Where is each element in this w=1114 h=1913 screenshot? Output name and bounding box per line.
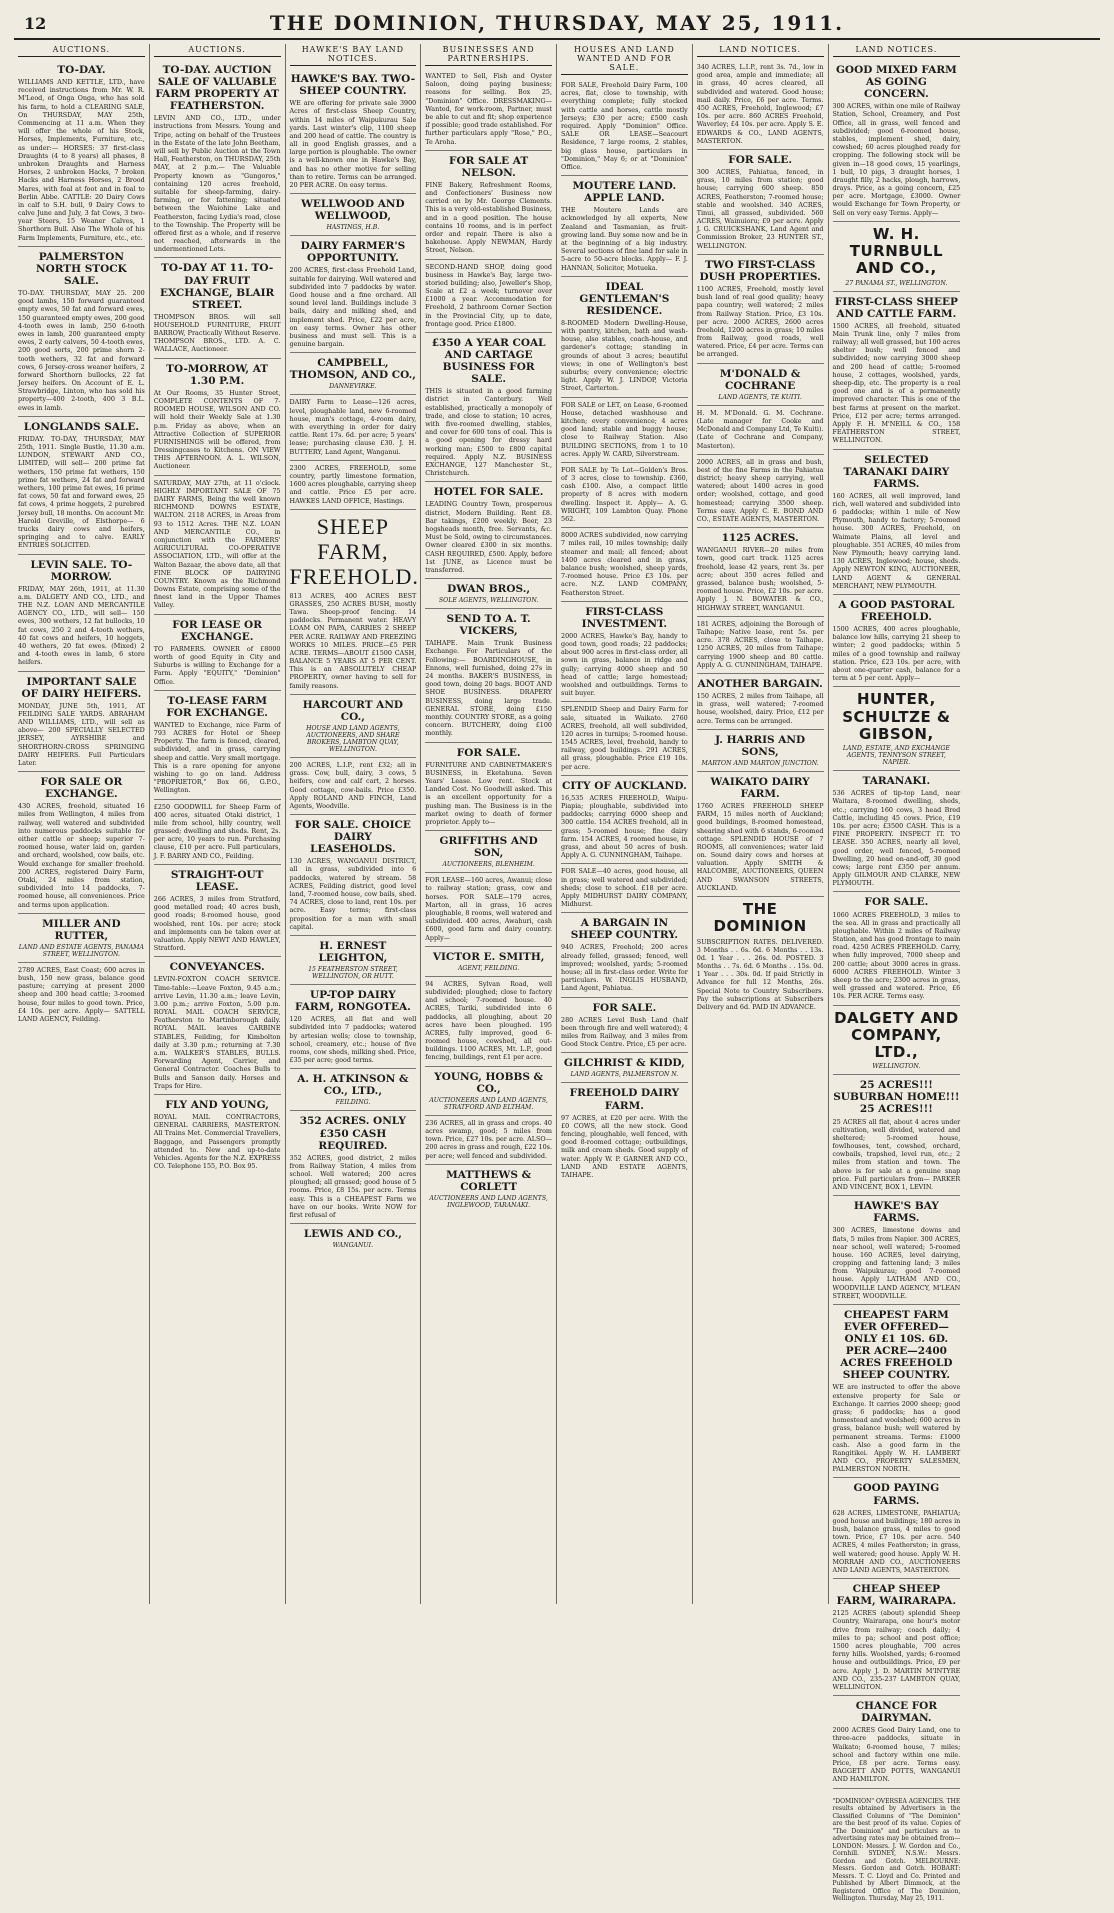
column-heading: LAND NOTICES.	[833, 44, 961, 57]
classified-ad	[425, 333, 552, 482]
ad-title: FIRST-CLASS INVESTMENT.	[581, 605, 668, 630]
classified-ad	[425, 831, 552, 873]
ad-title: TO-LEASE FARM FOR EXCHANGE.	[166, 694, 268, 719]
classified-ad	[425, 579, 552, 609]
column-heading: LAND NOTICES.	[697, 44, 824, 57]
classified-ad	[833, 1579, 961, 1696]
ad-body: FINE Bakery, Refreshment Rooms, and Confectioners' Business now carried on by Mr. George Clements. This is a very old-established Business, and in a good position. The house contains 10 rooms, and is in perfect order and repair. There is also a bakehouse. Apply NEWMAN, Hardy Street, Nelson.	[425, 180, 552, 255]
column-4	[421, 44, 557, 1604]
classified-ad	[697, 364, 824, 406]
ad-body: 430 ACRES, freehold, situated 16 miles from Wellington, 4 miles from railway, well watered and subdivided into numerous paddocks suitable for either cattle or sheep; superior 7-roomed house, water laid on, garden and orchard, woolshed, cow bails, etc. Would exchange for smaller freehold. 200 ACRES, registered Dairy Farm, Otaki, 24 miles from station, subdivided into 14 paddocks, 7-roomed house, all conveniences. Price and terms upon application.	[18, 802, 145, 909]
classified-ad	[425, 947, 552, 977]
classified-ad	[425, 977, 552, 1067]
ad-signature: AUCTIONEERS AND LAND AGENTS, STRATFORD AND ELTHAM.	[429, 1096, 548, 1111]
ad-body: FOR SALE by Te Lot—Golden's Bros. of 3 acres, close to township. £360, cash £100. Also, a compact little property of 8 acres with modern dwelling. Inspect it. Apply— A. G. WRIGHT, 109 Lambton Quay. Phone 562.	[561, 465, 688, 523]
ad-title: FOR SALE OR EXCHANGE.	[40, 776, 123, 801]
ad-title: TARANAKI.	[862, 775, 931, 788]
ad-signature: LAND AGENTS, PALMERSTON N.	[570, 1071, 679, 1079]
ad-title: VICTOR E. SMITH,	[432, 950, 545, 963]
classified-ad	[833, 1196, 961, 1305]
classified-ad	[425, 151, 552, 260]
classified-ad	[833, 60, 961, 222]
ad-body: TAIHAPE. Main Trunk Business Exchange. For Particulars of the Following:— BOARDINGHOUSE, in Ennons, well furnished, doing 27s in 24 months. BAKER'S BUSINESS, in good town, doing 20 bags. BOOT AND SHOE BUSINESS. DRAPERY BUSINESS, doing large trade. GENERAL STORE, doing £150 monthly. COUNTRY STORE, as a going concern. BUTCHERY, doing £100 monthly.	[425, 639, 552, 738]
ad-body: 200 ACRES, first-class Freehold Land, suitable for dairying. Well watered and subdivided into 7 paddocks by water. Good house and a fine orchard. All sound level land. Buildings include 3 bails, dairy and milking shed, and implement shed. Price, £22 per acre, on easy terms. Owner has other business and must sell. This is a genuine bargain.	[289, 266, 417, 349]
ad-title: A. H. ATKINSON & CO., LTD.,	[297, 1073, 409, 1098]
ad-title: M'DONALD & COCHRANE	[719, 367, 801, 392]
ad-title: IMPORTANT SALE OF DAIRY HEIFERS.	[21, 675, 142, 700]
ad-body: 2000 ACRES, Hawke's Bay, handy to good town, good roads; 22 paddocks; about 900 acres in first-class order, all sown in grass, balance in ridge and gully; carrying 4000 sheep and 50 head of cattle; large homestead; woolshed and outbuildings. Terms to suit buyer.	[561, 631, 688, 698]
classified-ad	[154, 476, 281, 615]
ad-signature: MARTON AND MARTON JUNCTION.	[701, 759, 819, 767]
ad-title: HARCOURT AND CO.,	[302, 698, 404, 723]
ad-body: 2000 ACRES, all in grass and bush, best of the fine Farms in the Pahiatua district; heavy sheep carrying, well watered; about 1400 acres in good order; woolshed, cottage, and good homestead; carrying 3500 sheep. Terms easy. Apply C. E. BOND AND CO., ESTATE AGENTS, MASTERTON.	[696, 457, 824, 523]
ad-title: CHEAP SHEEP FARM, WAIRARAPA.	[836, 1583, 957, 1608]
ad-body: 352 ACRES, good district, 2 miles from Railway Station, 4 miles from school. Well watered; 200 acres ploughed; all grassed; good house of 5 rooms. Price, £8 15s. per acre. Terms easy. This is a CHEAPEST Farm we have on our books. Write NOW for first refusal of	[289, 1153, 417, 1219]
ad-title: PALMERSTON NORTH STOCK SALE.	[36, 250, 127, 287]
ad-body: 150 ACRES, 2 miles from Taihape, all in grass, well watered; 7-roomed house, woolshed, dairy. Price, £12 per acre. Terms can be arranged.	[696, 691, 824, 725]
ad-signature: HOUSE AND LAND AGENTS, AUCTIONEERS, AND SHARE BROKERS, LAMBTON QUAY, WELLINGTON.	[306, 724, 400, 753]
ad-body: SUBSCRIPTION RATES. DELIVERED. 3 Months . . 6s. 6d. 6 Months . . 13s. 0d. 1 Year . . . 26s. 0d. POSTED. 3 Months . . 7s. 6d. 6 Months . . 15s. 0d. 1 Year . . . 30s. 0d. If paid Strictly in Advance for full 12 Months, 26s. Special Note to Country Subscribers. Pay the subscriptions at Subscribers Delivery and 6d. PAID IN ADVANCE.	[696, 937, 824, 1011]
ad-title: GOOD MIXED FARM AS GOING CONCERN.	[835, 64, 957, 101]
ad-title: CHANCE FOR DAIRYMAN.	[855, 1700, 938, 1725]
ad-body: MONDAY, JUNE 5th, 1911, AT FEILDING SALE YARDS. ABRAHAM AND WILLIAMS, LTD., will sell as above— 200 SPECIALLY SELECTED JERSEY, AYRSHIRE and SHORTHORN-CROSS SPRINGING DAIRY HEIFERS. Full Particulars Later.	[18, 701, 145, 767]
ad-title: CHEAPEST FARM EVER OFFERED—ONLY £1 10S. 6D. PER ACRE—2400 ACRES FREEHOLD SHEEP COUNTRY.	[840, 1309, 953, 1382]
ad-title: LEWIS AND CO.,	[303, 1228, 402, 1241]
ad-title: FOR SALE.	[864, 896, 929, 909]
classified-ad	[290, 236, 417, 353]
ad-title: 25 ACRES!!! SUBURBAN HOME!!! 25 ACRES!!!	[833, 1079, 960, 1116]
ad-body: FURNITURE AND CABINETMAKER'S BUSINESS, in Eketahuna. Seven Years' Lease. Low rent. Stock at Landed Cost. No Goodwill asked. This is an excellent opportunity for a pushing man. The Business is in the market owing to death of former proprietor. Apply to—	[425, 760, 552, 826]
classified-ad	[561, 277, 688, 398]
ad-signature: FEILDING.	[335, 1099, 371, 1107]
ad-title: TWO FIRST-CLASS DUSH PROPERTIES.	[699, 258, 821, 283]
classified-ad	[833, 292, 961, 450]
classified-ad	[154, 957, 281, 1095]
ad-title: SHEEP FARM, FREEHOLD.	[289, 513, 419, 590]
ad-body: 130 ACRES, WANGANUI DISTRICT, all in grass, subdivided into 6 paddocks, watered by stream. 58 ACRES, Feilding district, good level land, 7-roomed house, cow bails, shed. 74 ACRES, close to land, rent 10s. per acre. Easy terms; first-class proposition for a man with small capital.	[289, 857, 417, 931]
ad-title: MILLER AND RUTTER,	[42, 917, 121, 942]
ad-title: A GOOD PASTORAL FREEHOLD.	[838, 598, 955, 623]
ad-title: SELECTED TARANAKI DAIRY FARMS.	[843, 453, 950, 490]
classified-ad	[154, 865, 281, 957]
ad-body: SATURDAY, MAY 27th, at 11 o'clock. HIGHLY IMPORTANT SALE OF 75 DAIRY FARMS, Being the well known RICHMOND DOWNS ESTATE, WALTON. 2118 ACRES, in Areas from 93 to 1512 Acres. THE N.Z. LOAN AND MERCANTILE CO., in conjunction with the FARMERS' AGRICULTURAL CO-OPERATIVE ASSOCIATION, LTD., will offer at the Walton Bazaar, the above date, all that FINE BLOCK OF DAIRYING COUNTRY. Known as the Richmond Downs Estate, comprising some of the finest land in the Upper Thames Valley.	[153, 478, 281, 610]
column-7	[829, 44, 965, 1902]
ad-title: STRAIGHT-OUT LEASE.	[170, 868, 264, 893]
classified-ad	[833, 450, 961, 595]
classified-ad	[154, 258, 281, 358]
ad-body: "DOMINION" OVERSEA AGENCIES. THE results obtained by Advertisers in the Classified Columns of "The Dominion" are the best proof of its value. Copies of "The Dominion" and particulars as to advertising rates may be obtained from— LONDON: Messrs. J. W. Gordon and Co., Cornhill. SYDNEY, N.S.W.: Messrs. Gordon and Gotch. MELBOURNE: Messrs. Gordon and Gotch. HOBART: Messrs. T. C. Lloyd and Co. Printed and Published by Albert Dimmock, at the Registered Office of The Dominion, Wellington. Thursday, May 25, 1911.	[832, 1797, 961, 1902]
ad-body: 813 ACRES, 400 ACRES BEST GRASSES, 250 ACRES BUSH, mostly Tawa. Sheep-proof fencing. 14 paddocks. Permanent water. HEAVY LOAM ON PAPA, CARRIES 2 SHEEP PER ACRE. RAILWAY AND FREEZING WORKS 10 MILES. PRICE—£5 PER ACRE. TERMS—ABOUT £1500 CASH, BALANCE 5 YEARS AT 5 PER CENT. This is an ABSOLUTELY CHEAP PROPERTY, owner having to sell for family reasons.	[289, 591, 417, 690]
ad-body: 181 ACRES, adjoining the Borough of Taihape; Native lease, rent 5s. per acre. 378 ACRES, close to Taihape. 1250 ACRES, 20 miles from Taihape; carrying 1900 sheep and 80 cattle. Apply A. G. CUNNINGHAM, TAIHAPE.	[696, 619, 824, 669]
ad-body: FOR SALE or LET, on Lease, 6-roomed House, detached washhouse and kitchen; every convenience; 4 acres good land; stable and buggy house; close to Railway Station. Also BUILDING SECTIONS, from 1 to 10 acres. Apply W. CARD, Silverstream.	[561, 400, 688, 458]
ad-body: 16,535 ACRES FREEHOLD, Waipu-Piapia; ploughable, subdivided into paddocks; carrying 6000 sheep and 300 cattle. 154 ACRES freehold, all in grass; 5-roomed house; fine dairy farm. 154 ACRES, 4 roomed house, in grass, and about 50 acres of bush. Apply A. G. CUNNINGHAM, Taihape.	[561, 793, 688, 860]
classified-ad	[425, 260, 552, 334]
classified-ad	[833, 1006, 961, 1076]
ad-title: GILCHRIST & KIDD,	[563, 1057, 685, 1070]
classified-ad	[697, 617, 824, 674]
column-heading: AUCTIONS.	[154, 44, 281, 57]
ad-body: 266 ACRES, 3 miles from Stratford, good metalled road; 40 acres bush, good roads; 8-roomed house, good woolshed, rent 10s. per acre; stock and implements can be taken over at valuation. Apply NEWT AND HAWLEY, Stratford.	[153, 894, 281, 953]
ad-title: DAIRY FARMER'S OPPORTUNITY.	[300, 240, 406, 265]
classified-ad	[425, 743, 552, 832]
classified-ad	[561, 864, 688, 913]
classified-ad	[697, 674, 824, 730]
classified-ad	[18, 555, 145, 672]
ad-signature: SOLE AGENTS, WELLINGTON.	[438, 597, 539, 605]
classified-ad	[697, 730, 824, 772]
classified-ad	[561, 398, 688, 463]
columns	[14, 44, 1100, 1902]
ad-title: HUNTER, SCHULTZE & GIBSON,	[842, 690, 951, 743]
ad-body: 25 ACRES all flat, about 4 acres under cultivation, well divided, watered and sheltered; 5-roomed house, fowlhouses, tent, cowshed, orchard, cowbails, trapshed, level run, etc.; 2 miles from station and town. The above is for sale at a genuine snap price. Full particulars from— PARKER AND VINCENT, BOX 1, LEVIN.	[832, 1117, 961, 1191]
classified-ad	[290, 461, 417, 510]
classified-ad	[561, 78, 688, 176]
ad-title: CITY OF AUCKLAND.	[561, 779, 687, 792]
ad-body: 2000 ACRES Good Dairy Land, one to three-acre paddocks, situate in Waikato; 6-roomed house, 7 miles; school and factory within one mile. Price, £8 per acre. Terms easy. BAGGETT AND POTTS, WANGANUI AND HAMILTON.	[832, 1726, 961, 1784]
ad-title: GRIFFITHS AND SON,	[439, 835, 538, 860]
ad-signature: AUCTIONEERS AND LAND AGENTS, INGLEWOOD, TARANAKI.	[429, 1194, 548, 1209]
classified-ad	[833, 1478, 961, 1579]
ad-title: CONVEYANCES.	[169, 961, 265, 974]
ad-title: FOR SALE.	[456, 746, 521, 759]
ad-title: WELLWOOD AND WELLWOOD,	[301, 198, 405, 223]
ad-body: 300 ACRES, within one mile of Railway Station, School, Creamery, and Post Office, all in grass, well fenced and subdivided; good 6-roomed house, stables, implement shed, dairy, cowshed; 60 acres ploughed ready for cropping. The following stock will be given in—18 good cows, 15 yearlings, 1 bull, 10 pigs, 3 draught horses, 1 draught filly, 2 hacks, plough, harrows, drays. Price, as a going concern, £25 per acre. Mortgage, £3000. Owner would Exchange for Town Property, or Sell on very easy Terms. Apply—	[832, 102, 961, 217]
ad-body: LEVIN-FOXTON COACH SERVICE. Time-table:—Leave Foxton, 9.45 a.m.; arrive Levin, 11.30 a.m.; leave Levin, 3.00 p.m.; arrive Foxton, 5.00 p.m. ROYAL MAIL COACH SERVICE, Featherston to Martinborough daily. ROYAL MAIL leaves CARBINE STABLES, Feilding, for Kimbolton daily at 3.30 p.m.; returning at 7.30 a.m. WALKER'S STABLES, BULLS. Forwarding Agent, Carrier, and General Contractor. Coaches Bulls to Bulls and Sanson daily. Horses and Traps for Hire.	[153, 975, 281, 1090]
classified-ad	[425, 482, 552, 579]
classified-ad	[290, 395, 417, 460]
ad-signature: LAND AGENTS, TE KUITI.	[718, 393, 802, 401]
ad-title: FOR SALE. CHOICE DAIRY LEASEHOLDS.	[294, 819, 411, 856]
classified-ad	[290, 194, 417, 236]
classified-ad	[561, 913, 688, 997]
classified-ad	[154, 359, 281, 476]
classified-ad	[833, 687, 961, 771]
ad-signature: AGENT, FEILDING.	[457, 964, 520, 972]
classified-ad	[561, 463, 688, 528]
classified-ad	[561, 176, 688, 277]
ad-body: 2125 ACRES (about) splendid Sheep Country, Wairarapa, one hour's motor drive from railway; coach daily; 4 miles to pa; school and post office; 1500 acres ploughable, 700 acres ferny hills. Woolshed, yards; 6-roomed house and outbuildings. Price, £9 per acre. Apply J. D. MARTIN M'INTYRE AND CO., 235-237 LAMBTON QUAY, WELLINGTON.	[832, 1609, 961, 1691]
ad-title: HAWKE'S BAY FARMS.	[853, 1200, 939, 1225]
ad-body: 236 ACRES, all in grass and crops. 40 acres swamp, good; 5 miles from town. Price, £27 10s. per acre. ALSO—200 acres in grass and rough, £22 10s. per acre; well fenced and subdivided.	[425, 1118, 552, 1160]
ad-body: 97 ACRES, at £20 per acre. With the £0 COWS, all the new stock. Good fencing, ploughable, well fenced, with good 8-roomed cottage; outbuildings, milk and cream sheds. Good supply of water. Apply W. P. GARNER AND CO., LAND AND ESTATE AGENTS, TAIHAPE.	[561, 1113, 688, 1179]
ad-body: 8000 ACRES subdivided, now carrying 7 miles rail, 10 miles township; daily steamer and mail; all fenced; about 1400 acres cleared and in grass, balance bush; woolshed, sheep yards, 7-roomed house. Price £3 10s. per acre. N.Z. LAND COMPANY, Featherston Street.	[561, 531, 688, 597]
column-heading: BUSINESSES AND PARTNERSHIPS.	[425, 44, 552, 66]
classified-ad	[425, 1165, 552, 1213]
masthead	[14, 8, 1100, 40]
ad-body: FRIDAY, MAY 26th, 1911, at 11.30 a.m. DALGETY AND CO., LTD., and THE N.Z. LOAN AND MERCANTILE AGENCY CO., LTD., will sell— 150 ewes, 300 wethers, 12 fat bullocks, 10 fat cows, 250 2 and 4-tooth wethers, 40 fat cows and heifers, 10 hoggets, 40 wethers, 20 fat ewes. (Mixed) 2 and 4-tooth ewes in lamb, 6 store heifers.	[18, 584, 145, 667]
classified-ad	[833, 1075, 961, 1196]
ad-signature: HASTINGS, H.B.	[326, 224, 380, 232]
classified-ad	[290, 1069, 417, 1111]
classified-ad	[154, 800, 281, 865]
ad-body: WE are offering for private sale 3900 Acres of first-class Sheep Country, within 14 miles of Waipukurau Sale yards. Last winter's clip, 1100 sheep and 200 head of cattle. The country is all in good English grasses, and a large portion is ploughable. The owner is a well-known one in Hawke's Bay, and has no other motive for selling than to retire. Terms can be arranged. 20 PER ACRE. On easy terms.	[289, 99, 417, 189]
ad-body: 1500 ACRES, all freehold, situated Main Trunk line, only 7 miles from railway; all well grassed, but 100 acres shelter bush; well fenced and subdivided; now carrying 3000 sheep and 200 head of cattle; 5-roomed house, 2 cottages, woolshed, yards, sheep-dip, etc. The property is a real good one and is of a permanently improved character. This is one of the best farms at present on the market. Price, £12 per acre; terms arranged. Apply F. H. M'NEILL & CO., 158 FEATHERSTON STREET, WELLINGTON.	[832, 321, 961, 445]
ad-title: TO-DAY AT 11. TO-DAY FRUIT EXCHANGE, BLAIR STREET.	[159, 262, 275, 311]
ad-title: MOUTERE LAND. APPLE LAND.	[572, 180, 677, 205]
classified-ad	[290, 985, 417, 1069]
ad-title: J. HARRIS AND SONS,	[715, 733, 806, 758]
column-5	[557, 44, 693, 1604]
classified-ad	[425, 1067, 552, 1116]
ad-body: WANGANUI RIVER—20 miles from town, good cart track. 1125 acres freehold, lease 42 years, rent 3s. per acre; about 350 acres felled and grassed, balance bush; woolshed, 5-roomed house. Price, £2 10s. per acre. Apply J. N. BOWATER & CO., HIGHWAY STREET, WANGANUI.	[696, 546, 824, 612]
ad-body: 280 ACRES Level Bush Land (half been through fire and well watered); 4 miles from Railway, and 3 miles from Good Stock Centre. Price, £5 per acre.	[561, 1015, 688, 1049]
ad-title: SEND TO A. T. VICKERS,	[446, 613, 531, 638]
ad-body: £250 GOODWILL for Sheep Farm of 400 acres, situated Otaki district, 1 mile from school, hilly country, well grassed; dwelling and sheds. Rent, 2s. per acre, 10 years to run. Purchasing clause, £10 per acre. Full particulars, J. F. BARRY AND CO., Feilding.	[153, 802, 281, 860]
ad-title: YOUNG, HOBBS & CO.,	[434, 1070, 544, 1095]
classified-ad	[697, 897, 824, 1015]
ad-title: FOR LEASE OR EXCHANGE.	[172, 618, 262, 643]
ad-body: WANTED to Exchange, nice Farm of 793 ACRES for Hotel or Sheep Property. The farm is fenced, cleared, subdivided, and in grass, carrying sheep and cattle. Very small mortgage. This is a rare opening for anyone wishing to go on land. Address "PROPRIETOR," Box 66, G.P.O., Wellington.	[153, 720, 281, 795]
ad-body: THOMPSON BROS. will sell HOUSEHOLD FURNITURE, FRUIT BARROW, Practically Without Reserve. THOMPSON BROS., LTD. A. C. WALLACE, Auctioneer.	[153, 312, 281, 354]
ad-title: MATTHEWS & CORLETT	[446, 1168, 532, 1193]
ad-body: TO FARMERS. OWNER of £8000 worth of good Equity in City and Suburbs is willing to Exchange for a Farm. Apply "EQUITY," "Dominion" Office.	[153, 644, 281, 686]
ad-body: LEVIN AND CO., LTD., under instructions from Messrs. Young and Tripe, acting on behalf of the Trustees in the Estate of the late John Beetham, will sell by Public Auction at the Town Hall, Featherston, on THURSDAY, 25th MAY, at 2 p.m.— The Valuable Property known as "Gungoros," containing 120 acres freehold, suitable for sheep-farming, dairy-farming, or for fattening; situated between the Waiohine Lake and Featherston, facing Lydia's road, close to the Township. The Property will be offered first as a whole, and if reserve not reached, afterwards in the undermentioned Lots.	[153, 114, 281, 254]
classified-ad	[561, 602, 688, 703]
ad-body: TO-DAY. THURSDAY, MAY 25. 200 good lambs, 150 forward guaranteed empty ewes, 50 fat and forward ewes, 150 guaranteed empty ewes, 200 good 4-tooth ewes in lamb, 250 6-tooth ewes in lamb, 200 guaranteed empty ewes, 2 early calvers, 50 4-tooth ewes, 200 good sorts, 200 prime shorn 2-tooth wethers, 32 fat and forward cows, 6 Jersey-cross weaner heifers, 2 forward Shorthorn bullocks, 22 fat Jersey heifers. On Account of E. L. Strawbridge, Linton, who has sold his property—400 2-tooth, 400 3 B.L. ewes in lamb.	[18, 289, 145, 412]
classified-ad	[290, 758, 417, 815]
ad-body: DAIRY Farm to Lease—126 acres, level, ploughable land, new 6-roomed house, man's cottage, 4-room dairy, with everything in order for dairy cattle. Rent 17s. 6d. per acre; 5 years' lease; purchasing clause £30. J. H. BUTTERY, Land Agent, Wanganui.	[289, 398, 417, 456]
ad-body: SECOND-HAND SHOP, doing good business in Hawke's Bay, large two-storied building; also, Jeweller's Shop, Scale at £2 a week; turnover over £1000 a year. Accommodation for Freehold, 2 bathroom Corner Section in the Provincial City, up to date, frontage good. Price £1800.	[425, 262, 552, 328]
ad-signature: WELLINGTON.	[872, 1063, 921, 1071]
ad-title: DWAN BROS.,	[447, 583, 531, 596]
ad-title: £350 A YEAR COAL AND CARTAGE BUSINESS FOR SALE.	[431, 337, 546, 386]
classified-ad	[697, 60, 824, 150]
classified-ad	[833, 892, 961, 1005]
ad-title: H. ERNEST LEIGHTON,	[318, 939, 388, 965]
ad-body: At Our Rooms, 35 Hunter Street, COMPLETE CONTENTS OF 7-ROOMED HOUSE, WILSON AND CO. will hold their Weekly Sale at 1.30 p.m. Friday as above, when an Attractive Collection of SUPERIOR FURNISHINGS will be offered, from Dressingcases to Kitchens. ON VIEW THIS AFTERNOON. A. L. WILSON, Auctioneer.	[153, 388, 281, 471]
classified-ad	[290, 815, 417, 936]
classified-ad	[290, 510, 417, 695]
classified-ad	[697, 528, 824, 617]
ad-title: FIRST-CLASS SHEEP AND CATTLE FARM.	[834, 295, 958, 320]
classified-ad	[154, 60, 281, 258]
classified-ad	[290, 695, 417, 758]
ad-signature: 27 PANAMA ST., WELLINGTON.	[845, 279, 948, 287]
classified-ad	[290, 936, 417, 985]
column-heading: AUCTIONS.	[18, 44, 145, 57]
ad-body: LEADING Country Town, prosperous district, Modern Building. Rent £8. Bar takings, £200 weekly. Beer, 23 hogsheads month, free. Servants, &c. Must be Sold, owing to circumstances. Owner cleared £300 in six months. CASH REQUIRED, £500. Apply, before 1st JUNE, as Licence must be transferred.	[425, 500, 552, 574]
ad-body: 1100 ACRES, Freehold, mostly level bush land of real good quality; heavy papa country; well watered; 2 miles from Railway Station. Price, £3 10s. per acre. 2000 ACRES, 2600 acres freehold, 1200 acres in grass; 10 miles from Railway, good roads, well watered. Price, £4 per acre. Terms can be arranged.	[696, 284, 824, 359]
classified-ad	[425, 873, 552, 947]
ad-title: ANOTHER BARGAIN.	[697, 677, 823, 690]
ad-body: WILLIAMS AND KETTLE, LTD., have received instructions from Mr. W. R. M'Leod, of Onga Onga, who has sold his farm, to hold a CLEARING SALE, On THURSDAY, MAY 25th, Commencing at 11 a.m. When they will offer the whole of his Stock, Horses, Implements, Furniture, etc., as under:— HORSES: 37 first-class Draughts (4 to 8 years) all phases, 8 unbroken Draughts and Harness Horses, 2 unbroken Hacks, 7 broken Hacks and Harness Horses, 2 Brood Mares, with foal at foot and in foal to Berlin Abbe. CATTLE: 20 Dairy Cows in calf to S.H. bull, 9 Dairy Cows to calve June and July, 3 fat Cows, 3 two-year Steers, 15 Weaner Calves, 1 Shorthorn Bull. Also The Whole of his Farm Implements, Furniture, etc., etc.	[18, 78, 145, 242]
ad-body: 8-ROOMED Modern Dwelling-House, with pantry, kitchen, bath and wash-house, also stables, coach-house, and gardener's cottage; standing in grounds of about 3 acres; beautiful views; in one of Wellington's best suburbs; every convenience; electric light. Apply W. J. LINDOP, Victoria Street, Carterton.	[561, 318, 688, 393]
ad-title: TO-MORROW, AT 1.30 P.M.	[166, 362, 269, 387]
classified-ad	[833, 1696, 961, 1788]
classified-ad	[290, 353, 417, 395]
page-number: 12	[24, 14, 47, 33]
ad-body: 2300 ACRES, FREEHOLD, some country, partly limestone formation, 1600 acres ploughable, carrying sheep and cattle. Price £5 per acre. HAWKES LAND OFFICE, Hastings.	[289, 463, 417, 505]
ad-title: A BARGAIN IN SHEEP COUNTRY.	[570, 917, 679, 942]
column-2	[150, 44, 286, 1604]
ad-body: FRIDAY. TO-DAY, THURSDAY, MAY 25th, 1911. Single Bustle, 11.30 a.m. LUNDON, STEWART AND CO., LIMITED, will sell— 200 prime fat wethers, 150 prime fat wethers, 150 prime fat wethers, 24 fat and forward wethers, 100 prime fat ewes, 16 prime fat cows, 50 fat and forward ewes, 25 fat cows, 4 prime hoggets, 2 purebred Jersey bull, 18 months. On account Mr. Harold Greville, of Elsthorpe— 6 trucks dairy cows and heifers, springing and to calve. EARLY ENTRIES SOLICITED.	[18, 434, 145, 550]
ad-body: 1500 ACRES, 400 acres ploughable, balance low hills, carrying 21 sheep to winter; 2 good paddocks; within 5 miles of a good township and railway station. Price, £23 10s. per acre, with about one-quarter cash, balance for a term at 5 per cent. Apply—	[832, 625, 961, 683]
ad-title: FLY AND YOUNG,	[165, 1098, 269, 1111]
classified-ad	[18, 914, 145, 963]
ad-body: 200 ACRES, L.I.P., rent £32; all in grass. Cow, bull, dairy, 3 cows, 5 heifers, cow and calf cart, 2 horses. Good cottage, cow-bails. Price £350. Apply ROLAND AND FINCH, Land Agents, Woodville.	[289, 760, 417, 810]
ad-signature: LAND, ESTATE, AND EXCHANGE AGENTS, TENNYSON STREET, NAPIER.	[842, 745, 950, 767]
classified-ad	[425, 609, 552, 742]
ad-title: W. H. TURNBULL AND CO.,	[849, 224, 943, 278]
ad-title: IDEAL GENTLEMAN'S RESIDENCE.	[579, 280, 670, 317]
ad-body: 940 ACRES, Freehold; 200 acres already felled, grassed; fenced, well improved; woolshed, yards; 5-roomed house; all in first-class order. Write for particulars. W. INGLIS HUSBAND, Land Agent, Pahiatua.	[561, 943, 688, 993]
classified-ad	[833, 222, 961, 292]
ad-body: 536 ACRES of tip-top Land, near Waitara, 8-roomed dwelling, sheds, etc.; carrying 160 cows, 3 head Bred Cattle, including 45 cows. Price, £19 10s. per acre; £3500 CASH. This is a FINE PROPERTY. INSPECT IT. TO LEASE. 350 ACRES, nearly all level, good order, well fenced, 5-roomed Dwelling, 20 head on-and-off, 30 good cows; large rent £350 per annum. Apply GILMOUR AND CLARKE, NEW PLYMOUTH.	[832, 789, 961, 888]
ad-body: 340 ACRES, L.I.P., rent 3s. 7d., low in good area, ample and immediate; all in grass, 40 acres cleared, all subdivided and watered. Good house; mail daily. Price, £6 per acre. Terms. 450 ACRES, Freehold, Inglewood; £7 10s. per acre. 860 ACRES Freehold, Waverley; £4 10s. per acre. Apply S. E. EDWARDS & CO., LAND AGENTS, MASTERTON.	[696, 63, 824, 145]
classified-ad	[833, 595, 961, 687]
ad-body: SPLENDID Sheep and Dairy Farm for sale, situated in Waikato. 2760 ACRES, freehold, all well subdivided, 120 acres in turnips; 5-roomed house. 1545 ACRES, level, freehold, handy to railway, good buildings. 291 ACRES, all grass, ploughable. Price £19 10s. per acre.	[561, 705, 688, 771]
ad-body: 1760 ACRES FREEHOLD SHEEP FARM, 15 miles north of Auckland; good buildings, 8-roomed homestead, shearing shed with 6 stands, 6-roomed cottage. SPLENDID HOUSE of 7 ROOMS, all conveniences; water laid on. Sound dairy cows and horses at valuation. Apply SMITH & HALCOMBE, AUCTIONEERS, QUEEN AND SWANSON STREETS, AUCKLAND.	[696, 801, 824, 892]
ad-title: TO-DAY. AUCTION SALE OF VALUABLE FARM PROPERTY AT FEATHERSTON.	[155, 64, 279, 113]
classified-ad	[833, 771, 961, 892]
classified-ad	[18, 247, 145, 417]
ad-title: FOR SALE.	[728, 153, 792, 166]
ad-title: GOOD PAYING FARMS.	[853, 1482, 940, 1507]
classified-ad	[154, 615, 281, 691]
classified-ad	[561, 528, 688, 602]
ad-body: THE Moutere Lands are acknowledged by all experts, New Zealand and Tasmanian, as fruit-growing land. Buy some now and be in at the beginning of a big industry. Several sections of fine land for sale in 5-acre to 50-acre blocks. Apply— F. J. HANNAN, Solicitor, Motueka.	[561, 206, 688, 272]
classified-ad	[154, 1095, 281, 1174]
ad-title: FOR SALE.	[592, 1001, 657, 1014]
classified-ad	[18, 417, 145, 555]
column-1	[14, 44, 150, 1604]
page-title: THE DOMINION, THURSDAY, MAY 25, 1911.	[269, 11, 845, 35]
ad-signature: LAND AND ESTATE AGENTS, PANAMA STREET, WELLINGTON.	[18, 943, 144, 958]
ad-title: FOR SALE AT NELSON.	[449, 154, 529, 179]
ad-body: 628 ACRES, LIMESTONE, PAHIATUA; good house and buildings; 180 acres in bush, balance grass, 4 miles to good town. Price, £7 10s. per acre. 540 ACRES, 4 miles Featherston; in grass, well watered; good house. Apply W. H. MORRAH AND CO., AUCTIONEERS AND LAND AGENTS, MASTERTON.	[832, 1508, 961, 1574]
classified-ad	[18, 672, 145, 773]
ad-body: H. M. M'Donald. G. M. Cochrane. (Late manager for Cooke and McDonald and Company Ltd, Te Kuiti). (Late of Cochrane and Company, Masterton).	[696, 408, 824, 450]
column-heading: HAWKE'S BAY LAND NOTICES.	[290, 44, 417, 66]
classified-ad	[561, 702, 688, 776]
ad-body: 2789 ACRES, East Coast; 600 acres in bush, 150 new grass, balance good pasture; carrying at present 2000 sheep and 300 head cattle; 3-roomed house, four miles to good town. Price, £4 10s. per acre. Apply— SATTELL LAND AGENCY, Feilding.	[18, 965, 145, 1023]
classified-ad	[697, 772, 824, 897]
classified-ad	[561, 1083, 688, 1183]
classified-ad	[18, 60, 145, 247]
classified-ad	[290, 69, 417, 194]
classified-ad	[697, 455, 824, 529]
ad-signature: AUCTIONEERS, BLENHEIM.	[442, 861, 535, 869]
classified-ad	[425, 69, 552, 151]
ad-body: FOR SALE, Freehold Dairy Farm, 100 acres, flat, close to township, with everything complete; fully stocked with cattle and horses, cattle mostly Jerseys; £30 per acre; £500 cash required. Apply "Dominion" Office. SALE OR LEASE—Seacourt Residence, 7 large rooms, 2 stables, big glass house, particulars in "Dominion," May 6; or at "Dominion" Office.	[561, 81, 688, 171]
classified-ad	[425, 1116, 552, 1165]
ad-body: WANTED to Sell, Fish and Oyster Saloon, doing paying business; reasons for selling. Box 25, "Dominion" Office. DRESSMAKING—Wanted, for work-room, Partner, must be able to cut and fit; shop experience if possible; good trade established. For further particulars apply "Rose," P.O., Te Aroha.	[425, 72, 552, 146]
classified-ad	[18, 963, 145, 1027]
ad-title: 1125 ACRES.	[721, 532, 799, 545]
column-3	[286, 44, 422, 1604]
ad-body: 94 ACRES, Sylvan Road, well subdivided; ploughed; close to factory and school; 7-roomed house. 40 ACRES, Tariki, subdivided into 6 paddocks, all ploughing, about 20 acres have been ploughed. 195 ACRES, fully improved, good 6-roomed house, cowshed, all out-buildings. 1100 ACRES, Mt. L.P., good fencing, buildings, rent £1 per acre.	[425, 979, 552, 1062]
classified-ad	[561, 776, 688, 865]
ad-title: LEVIN SALE. TO-MORROW.	[30, 558, 133, 583]
ad-title: TO-DAY.	[57, 64, 106, 76]
classified-ad	[290, 1224, 417, 1253]
classified-ad	[697, 255, 824, 364]
ad-title: LONGLANDS SALE.	[23, 420, 140, 433]
ad-signature: WANGANUI.	[332, 1242, 374, 1250]
classified-ad	[18, 772, 145, 914]
classified-ad	[697, 406, 824, 455]
classified-ad	[154, 691, 281, 800]
ad-body: FOR LEASE—160 acres, Awanui; close to railway station; grass, cow and horses. FOR SALE—179 acres, Marton, all in grass, 16 acres ploughable, 8 rooms, well watered and subdivided. 400 acres, Awahuri, cash £600, good farm and dairy country. Apply—	[425, 876, 552, 942]
ad-body: WE are instructed to offer the above extensive property for Sale or Exchange. It carries 2000 sheep; good grass; 6 paddocks; has a good homestead and woolshed; 600 acres in grass, balance bush; well watered by permanent streams. Terms: £1000 cash. Also a good farm in the Rangitikei. Apply W. H. LAMBERT AND CO., PROPERTY SALESMEN, PALMERSTON NORTH.	[832, 1383, 961, 1474]
ad-body: 1060 ACRES FREEHOLD, 3 miles to the sea. All in grass and practically all ploughable. Within 2 miles of Railway Station, and has good frontage to main road. 4250 ACRES FREEHOLD. Carry, when fully improved, 7000 sheep and 200 cattle; about 3000 acres in grass. 6000 ACRES FREEHOLD. Winter 3 sheep to the acre; 2300 acres in grass, well grassed and watered. Price, £6 10s. PER ACRE. Terms easy.	[832, 910, 961, 1001]
ad-body: 120 ACRES, all flat and well subdivided into 7 paddocks; watered by artesian wells; close to township, school, creamery, etc.; house of five rooms, cow sheds, milking shed. Price, £35 per acre; good terms.	[289, 1015, 417, 1065]
ad-title: WAIKATO DAIRY FARM.	[710, 775, 810, 800]
classified-ad	[833, 1305, 961, 1478]
column-6	[693, 44, 829, 1604]
ad-title: CAMPBELL, THOMSON, AND CO.,	[289, 357, 416, 382]
classified-ad	[697, 150, 824, 255]
ad-signature: 15 FEATHERSTON STREET, WELLINGTON, OR HUTT.	[308, 966, 398, 981]
classified-ad	[290, 1111, 417, 1224]
ad-title: DALGETY AND COMPANY, LTD.,	[834, 1008, 959, 1062]
ad-body: 300 ACRES, limestone downs and flats, 5 miles from Napier. 300 ACRES, near school, well watered; 5-roomed house. 160 ACRES, level dairying, cropping and fattening land; 3 miles from Waipukurau; good 7-roomed house. Apply LATHAM AND CO., WOODVILLE LAND AGENCY, M'LEAN STREET, WOODVILLE.	[832, 1226, 961, 1300]
classified-ad	[561, 998, 688, 1054]
ad-title: 352 ACRES. ONLY £350 CASH REQUIRED.	[299, 1115, 407, 1152]
ad-title: FREEHOLD DAIRY FARM.	[569, 1087, 680, 1112]
ad-title: THE DOMINION	[713, 900, 807, 936]
classified-ad	[561, 1053, 688, 1083]
column-heading: HOUSES AND LAND WANTED AND FOR SALE.	[561, 44, 688, 75]
ad-title: UP-TOP DAIRY FARM, RONGOTEA.	[294, 989, 411, 1014]
classified-ad	[833, 1789, 961, 1913]
ad-title: HOTEL FOR SALE.	[433, 486, 544, 499]
ad-body: FOR SALE—40 acres, good house, all in grass; well watered and subdivided; sheds; close to school. £18 per acre. Apply MIDHURST DAIRY COMPANY, Midhurst.	[561, 867, 688, 909]
ad-body: 300 ACRES, Pahiatua, fenced, in grass, 10 miles from station; good house; carrying 600 sheep. 850 ACRES, Featherston; 7-roomed house; stable and woolshed. 340 ACRES, Tinui, all grassed, subdivided. 560 ACRES, Wainuioru; £9 per acre. Apply J. G. CRUICKSHANK, Land Agent and Commission Broker, 23 HUNTER ST., WELLINGTON.	[696, 167, 824, 250]
ad-title: HAWKE'S BAY. TWO-SHEEP COUNTRY.	[290, 73, 416, 98]
ad-body: 160 ACRES, all well improved, land rich, well watered and subdivided into 6 paddocks; within 1 mile of New Plymouth, handy to factory; 5-roomed house. 300 ACRES, Freehold, on Waimate Plains, all level and ploughable. 351 ACRES, 40 miles from New Plymouth; heavy carrying land. 130 ACRES, Inglewood; house, sheds. Apply NEWTON KING, AUCTIONEER, LAND AGENT & GENERAL MERCHANT, NEW PLYMOUTH.	[832, 491, 961, 590]
ad-signature: DANNEVIRKE.	[329, 383, 377, 391]
ad-body: ROYAL MAIL CONTRACTORS, GENERAL CARRIERS, MASTERTON. All Trains Met. Commercial Travellers, Baggage, and Passengers promptly attended to. New and up-to-date Vehicles. Agents for the N.Z. EXPRESS CO. Telephone 155, P.O. Box 95.	[153, 1113, 281, 1171]
ad-body: THIS is situated in a good farming district in Canterbury. Well established, practically a monopoly of trade, and close to station; 10 acres, with five-roomed dwelling, stables, and cover for 600 tons of coal. This is a good opening for dressy hard working man; £500 to £800 capital required. Apply N.Z. BUSINESS EXCHANGE, 127 Manchester St., Christchurch.	[425, 387, 552, 478]
